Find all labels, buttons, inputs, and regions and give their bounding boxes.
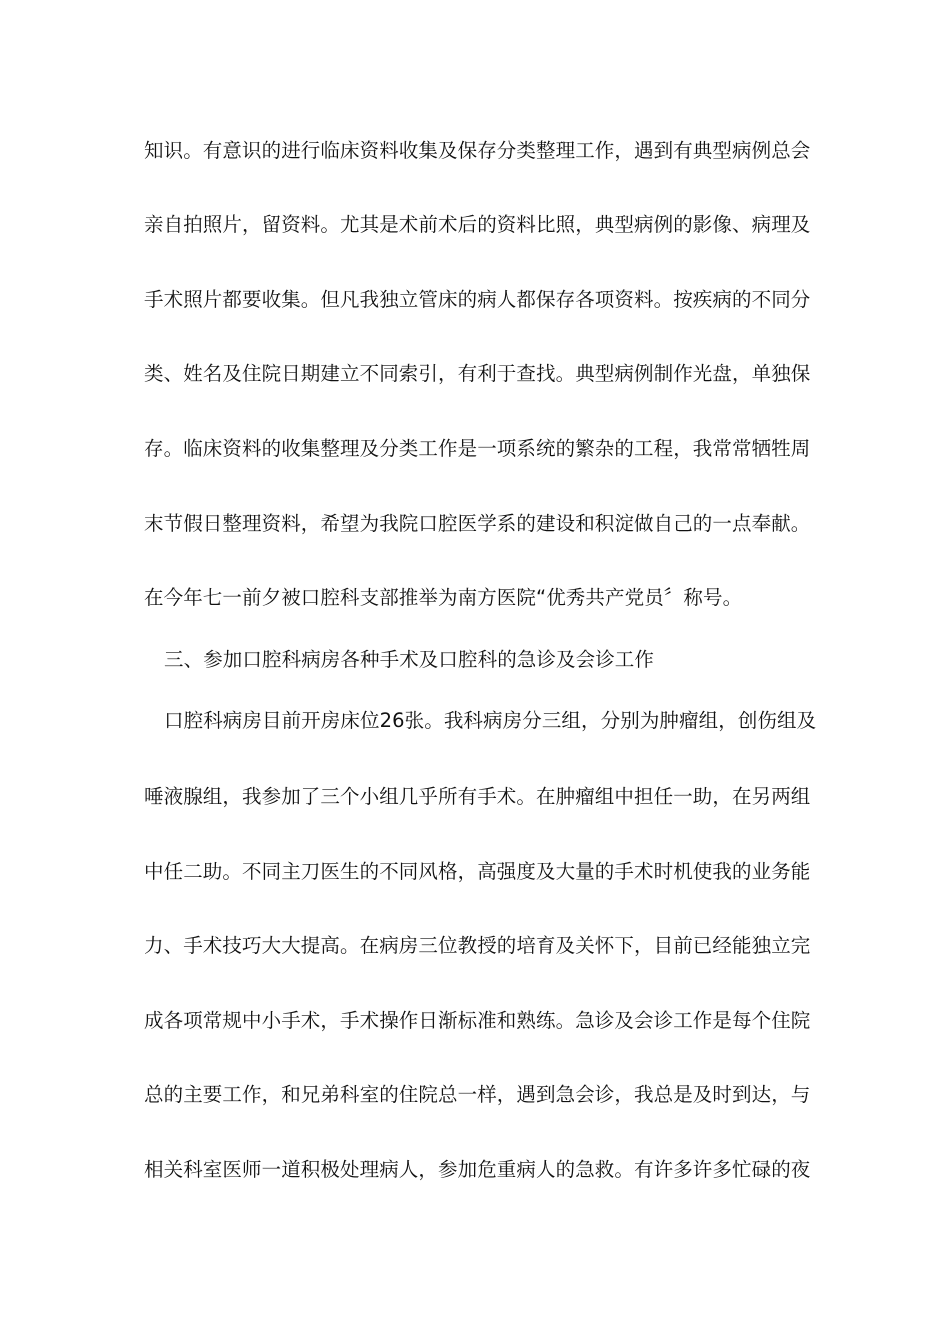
paragraph-line: 亲自拍照片，留资料。尤其是术前术后的资料比照，典型病例的影像、病理及 <box>144 213 811 236</box>
paragraph-line: 末节假日整理资料，希望为我院口腔医学系的建设和积淀做自己的一点奉献。 <box>144 512 811 535</box>
paragraph-line: 存。临床资料的收集整理及分类工作是一项系统的繁杂的工程，我常常牺牲周 <box>144 437 811 460</box>
paragraph-line: 总的主要工作，和兄弟科室的住院总一样，遇到急会诊，我总是及时到达，与 <box>144 1083 811 1106</box>
paragraph-line: 相关科室医师一道积极处理病人，参加危重病人的急救。有许多许多忙碌的夜 <box>144 1158 811 1181</box>
paragraph-line: 手术照片都要收集。但凡我独立管床的病人都保存各项资料。按疾病的不同分 <box>144 288 811 311</box>
section-heading: 三、参加口腔科病房各种手术及口腔科的急诊及会诊工作 <box>164 648 655 671</box>
paragraph-line: 知识。有意识的进行临床资料收集及保存分类整理工作，遇到有典型病例总会 <box>144 139 811 162</box>
paragraph-line: 力、手术技巧大大提高。在病房三位教授的培育及关怀下，目前已经能独立完 <box>144 934 811 957</box>
paragraph-line: 成各项常规中小手术，手术操作日渐标准和熟练。急诊及会诊工作是每个住院 <box>144 1009 811 1032</box>
paragraph-line: 中任二助。不同主刀医生的不同风格，高强度及大量的手术时机使我的业务能 <box>144 860 811 883</box>
paragraph-line: 唾液腺组，我参加了三个小组几乎所有手术。在肿瘤组中担任一助，在另两组 <box>144 785 811 808</box>
paragraph-line: 在今年七一前夕被口腔科支部推举为南方医院“优秀共产党员〞称号。 <box>144 586 743 609</box>
paragraph-line: 口腔科病房目前开房床位26张。我科病房分三组，分别为肿瘤组，创伤组及 <box>164 709 817 732</box>
paragraph-line: 类、姓名及住院日期建立不同索引，有利于查找。典型病例制作光盘，单独保 <box>144 362 811 385</box>
